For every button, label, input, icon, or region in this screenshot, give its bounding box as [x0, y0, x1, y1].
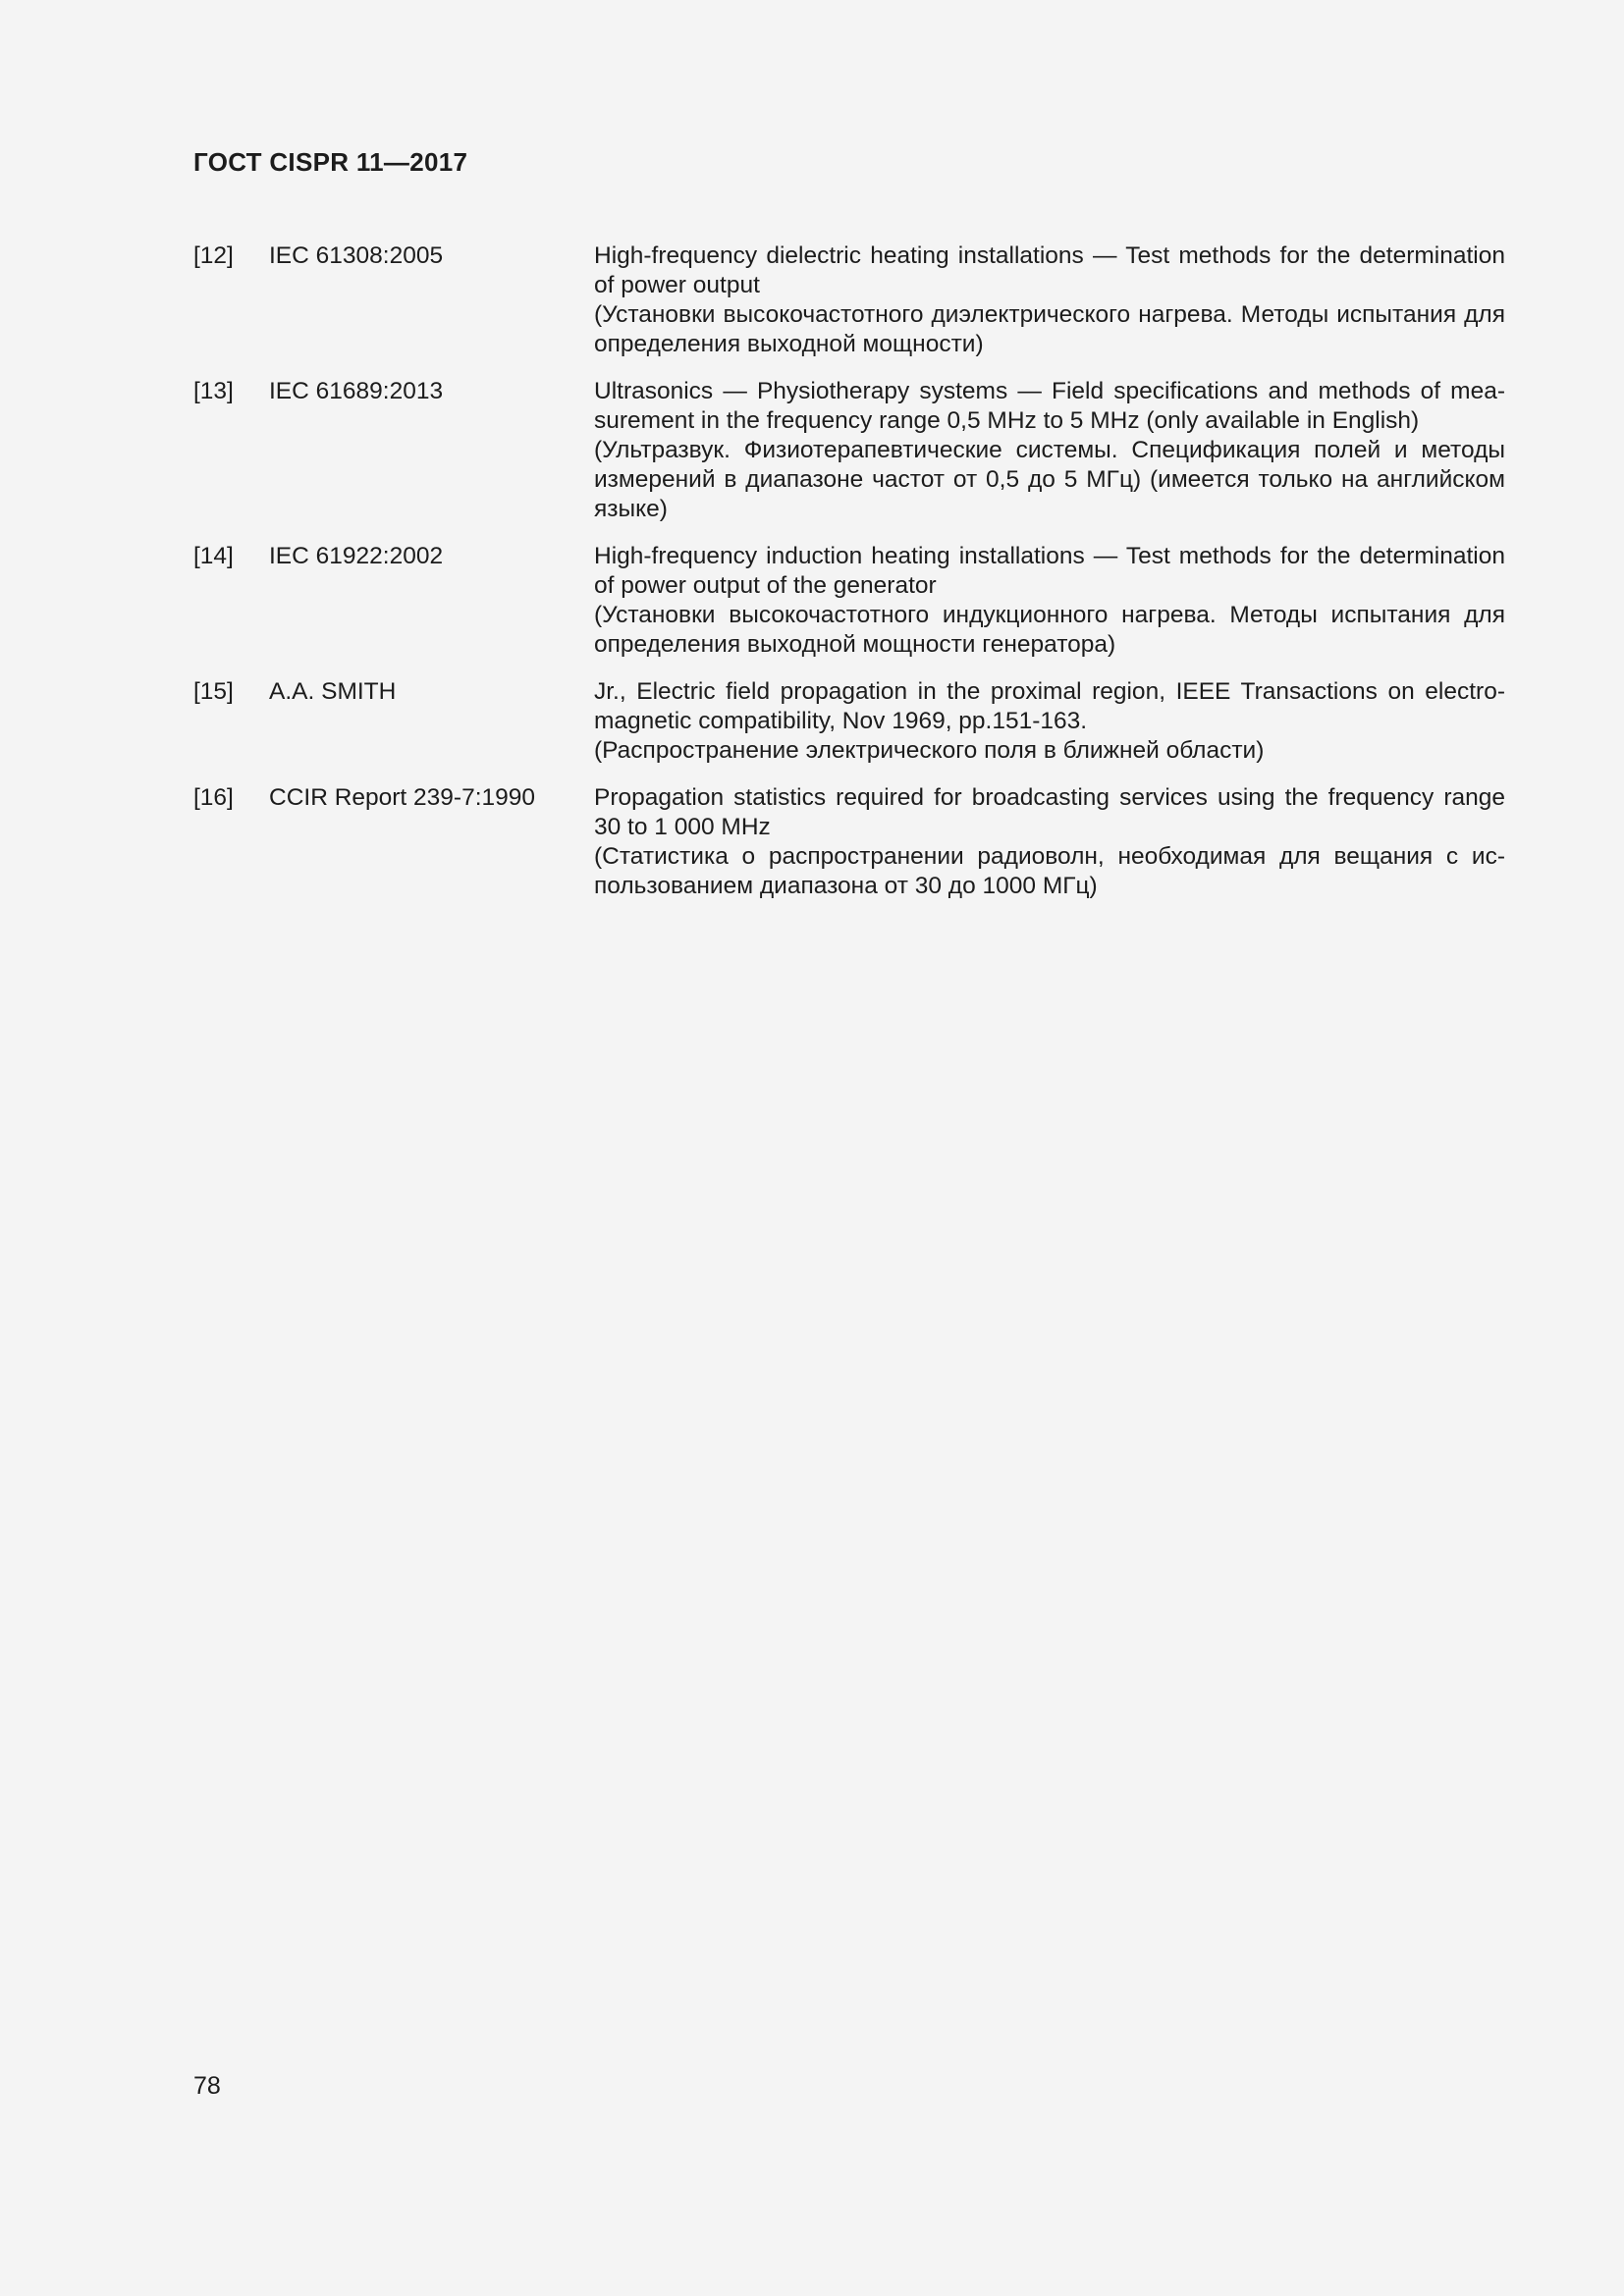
- reference-code: IEC 61308:2005: [269, 242, 444, 269]
- reference-code: IEC 61922:2002: [269, 543, 444, 569]
- reference-code: IEC 61689:2013: [269, 378, 444, 404]
- reference-description: [594, 542, 1505, 660]
- reference-title-ru: (Ультразвук. Физиотерапевтические системы. Спецификация полей и методы измерений в диапазоне частот от 0,5 до 5 МГц) (имеется только на английском языке): [594, 437, 1505, 522]
- reference-description: [594, 241, 1505, 359]
- document-header: ГОСТ CISPR 11—2017: [193, 147, 468, 177]
- reference-item: [193, 542, 1509, 660]
- bibliography-list: [193, 241, 1509, 919]
- reference-title-en: High-frequency induction heating installations — Test methods for the determination of power output of the generator: [594, 543, 1505, 599]
- reference-number: [16]: [193, 784, 234, 811]
- reference-item: [193, 241, 1509, 359]
- reference-number: [13]: [193, 378, 234, 404]
- reference-item: [193, 677, 1509, 766]
- reference-title-ru: (Установки высокочастотного индукционного нагрева. Методы испытания для определения выходной мощности генератора): [594, 602, 1505, 658]
- reference-title-en: High-frequency dielectric heating installations — Test methods for the determination of power output: [594, 242, 1505, 298]
- reference-title-en: Propagation statistics required for broadcasting services using the frequency range 30 to 1 000 MHz: [594, 784, 1505, 840]
- reference-description: [594, 677, 1505, 766]
- reference-item: [193, 377, 1509, 524]
- reference-number: [12]: [193, 242, 234, 269]
- reference-title-ru: (Распространение электрического поля в ближней области): [594, 737, 1265, 764]
- reference-title-ru: (Статистика о распространении радиоволн, необходимая для вещания с использованием диапазона от 30 до 1000 МГц): [594, 843, 1505, 899]
- reference-description: [594, 377, 1505, 524]
- reference-title-ru: (Установки высокочастотного диэлектрического нагрева. Методы испытания для определения выходной мощности): [594, 301, 1505, 357]
- reference-code: CCIR Report 239-7:1990: [269, 784, 536, 811]
- reference-description: [594, 783, 1505, 901]
- reference-code: A.A. SMITH: [269, 678, 397, 705]
- page-number: 78: [193, 2072, 221, 2100]
- reference-title-en: Ultrasonics — Physiotherapy systems — Field specifications and methods of measurement in the frequency range 0,5 MHz to 5 MHz (only available in English): [594, 378, 1505, 434]
- reference-title-en: Jr., Electric field propagation in the proximal region, IEEE Transactions on electromagnetic compatibility, Nov 1969, pp.151-163.: [594, 678, 1505, 734]
- reference-number: [15]: [193, 678, 234, 705]
- reference-item: [193, 783, 1509, 901]
- reference-number: [14]: [193, 543, 234, 569]
